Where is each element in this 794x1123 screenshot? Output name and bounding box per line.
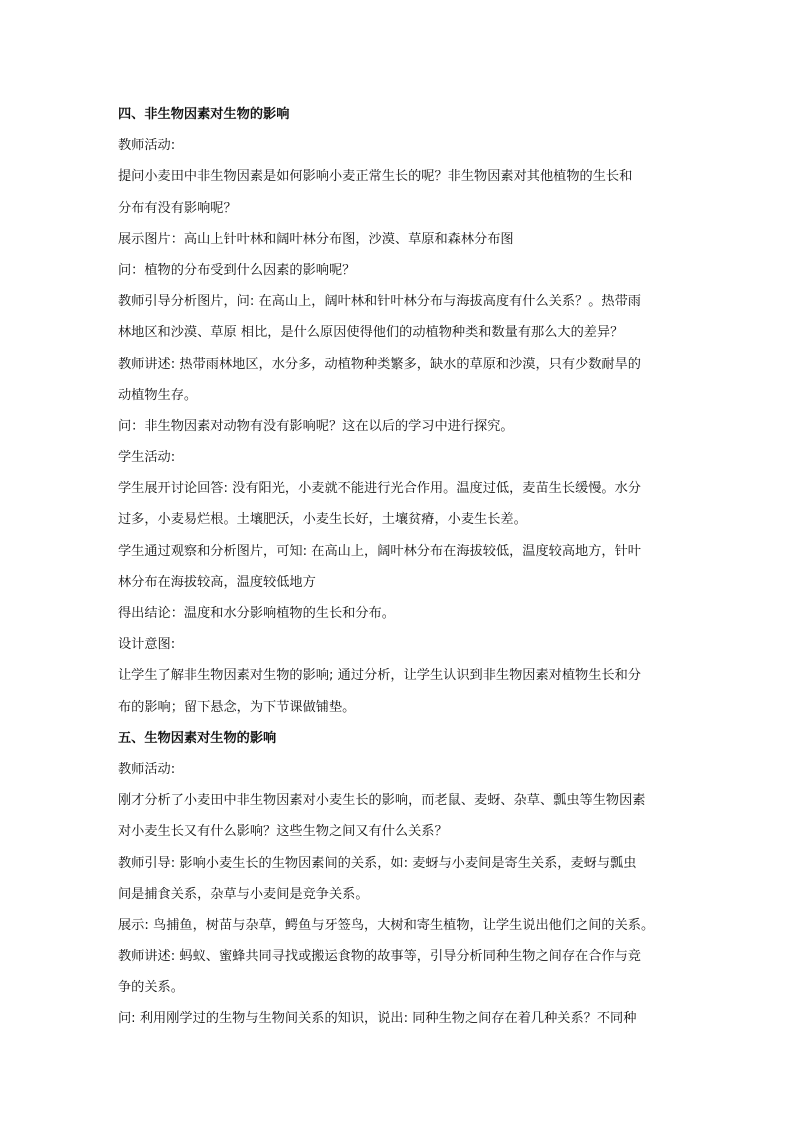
paragraph-line: 展示: 鸟捕鱼，树苗与杂草，鳄鱼与牙签鸟，大树和寄生植物，让学生说出他们之间的关系。 bbox=[118, 917, 655, 933]
paragraph-line: 展示图片：高山上针叶林和阔叶林分布图，沙漠、草原和森林分布图 bbox=[118, 231, 514, 247]
section-heading: 四、非生物因素对生物的影响 bbox=[118, 107, 290, 122]
paragraph-line: 学生通过观察和分析图片，可知: 在高山上，阔叶林分布在海拔较低，温度较高地方，针叶 bbox=[118, 543, 641, 559]
paragraph-line: 教师讲述: 热带雨林地区，水分多，动植物种类繁多，缺水的草原和沙漠，只有少数耐旱的 bbox=[118, 356, 641, 372]
paragraph-line: 提问小麦田中非生物因素是如何影响小麦正常生长的呢？非生物因素对其他植物的生长和 bbox=[118, 169, 633, 185]
paragraph-line: 问：非生物因素对动物有没有影响呢？这在以后的学习中进行探究。 bbox=[118, 418, 514, 434]
paragraph-line: 林地区和沙漠、草原 相比，是什么原因使得他们的动植物种类和数量有那么大的差异？ bbox=[118, 325, 624, 341]
paragraph-line: 布的影响；留下悬念，为下节课做铺垫。 bbox=[118, 699, 356, 715]
paragraph-line: 让学生了解非生物因素对生物的影响; 通过分析，让学生认识到非生物因素对植物生长和分 bbox=[118, 668, 641, 684]
paragraph-line: 分布有没有影响呢？ bbox=[118, 200, 237, 216]
paragraph-line: 过多，小麦易烂根。土壤肥沃，小麦生长好，土壤贫瘠，小麦生长差。 bbox=[118, 512, 527, 528]
paragraph-line: 教师引导分析图片，问: 在高山上，阔叶林和针叶林分布与海拔高度有什么关系？。热带雨 bbox=[118, 294, 641, 310]
paragraph-line: 刚才分析了小麦田中非生物因素对小麦生长的影响，而老鼠、麦蚜、杂草、瓢虫等生物因素 bbox=[118, 793, 646, 809]
section-heading: 五、生物因素对生物的影响 bbox=[118, 730, 277, 746]
paragraph-line: 争的关系。 bbox=[118, 980, 184, 996]
document-page bbox=[118, 99, 678, 1035]
paragraph-line: 对小麦生长又有什么影响？这些生物之间又有什么关系？ bbox=[118, 824, 448, 840]
paragraph-line: 学生展开讨论回答: 没有阳光，小麦就不能进行光合作用。温度过低，麦苗生长缓慢。水分 bbox=[118, 481, 641, 497]
paragraph-line: 问: 利用刚学过的生物与生物间关系的知识，说出: 同种生物之间存在着几种关系？不同种 bbox=[118, 1011, 637, 1027]
paragraph-line: 问：植物的分布受到什么因素的影响呢？ bbox=[118, 262, 356, 278]
paragraph-line: 教师讲述: 蚂蚁、蜜蜂共同寻找或搬运食物的故事等，引导分析同种生物之间存在合作与竞 bbox=[118, 949, 641, 965]
paragraph-line: 设计意图: bbox=[118, 637, 176, 653]
paragraph-line: 得出结论：温度和水分影响植物的生长和分布。 bbox=[118, 606, 395, 621]
paragraph-line: 学生活动: bbox=[118, 450, 176, 466]
paragraph-line: 林分布在海拔较高，温度较低地方 bbox=[118, 574, 316, 590]
paragraph-line: 教师引导: 影响小麦生长的生物因素间的关系，如: 麦蚜与小麦间是寄生关系，麦蚜与瓢虫 bbox=[118, 855, 637, 871]
paragraph-line: 间是捕食关系，杂草与小麦间是竞争关系。 bbox=[118, 886, 369, 902]
paragraph-line: 教师活动: bbox=[118, 138, 176, 154]
paragraph-line: 教师活动: bbox=[118, 761, 176, 777]
paragraph-line: 动植物生存。 bbox=[118, 387, 198, 403]
